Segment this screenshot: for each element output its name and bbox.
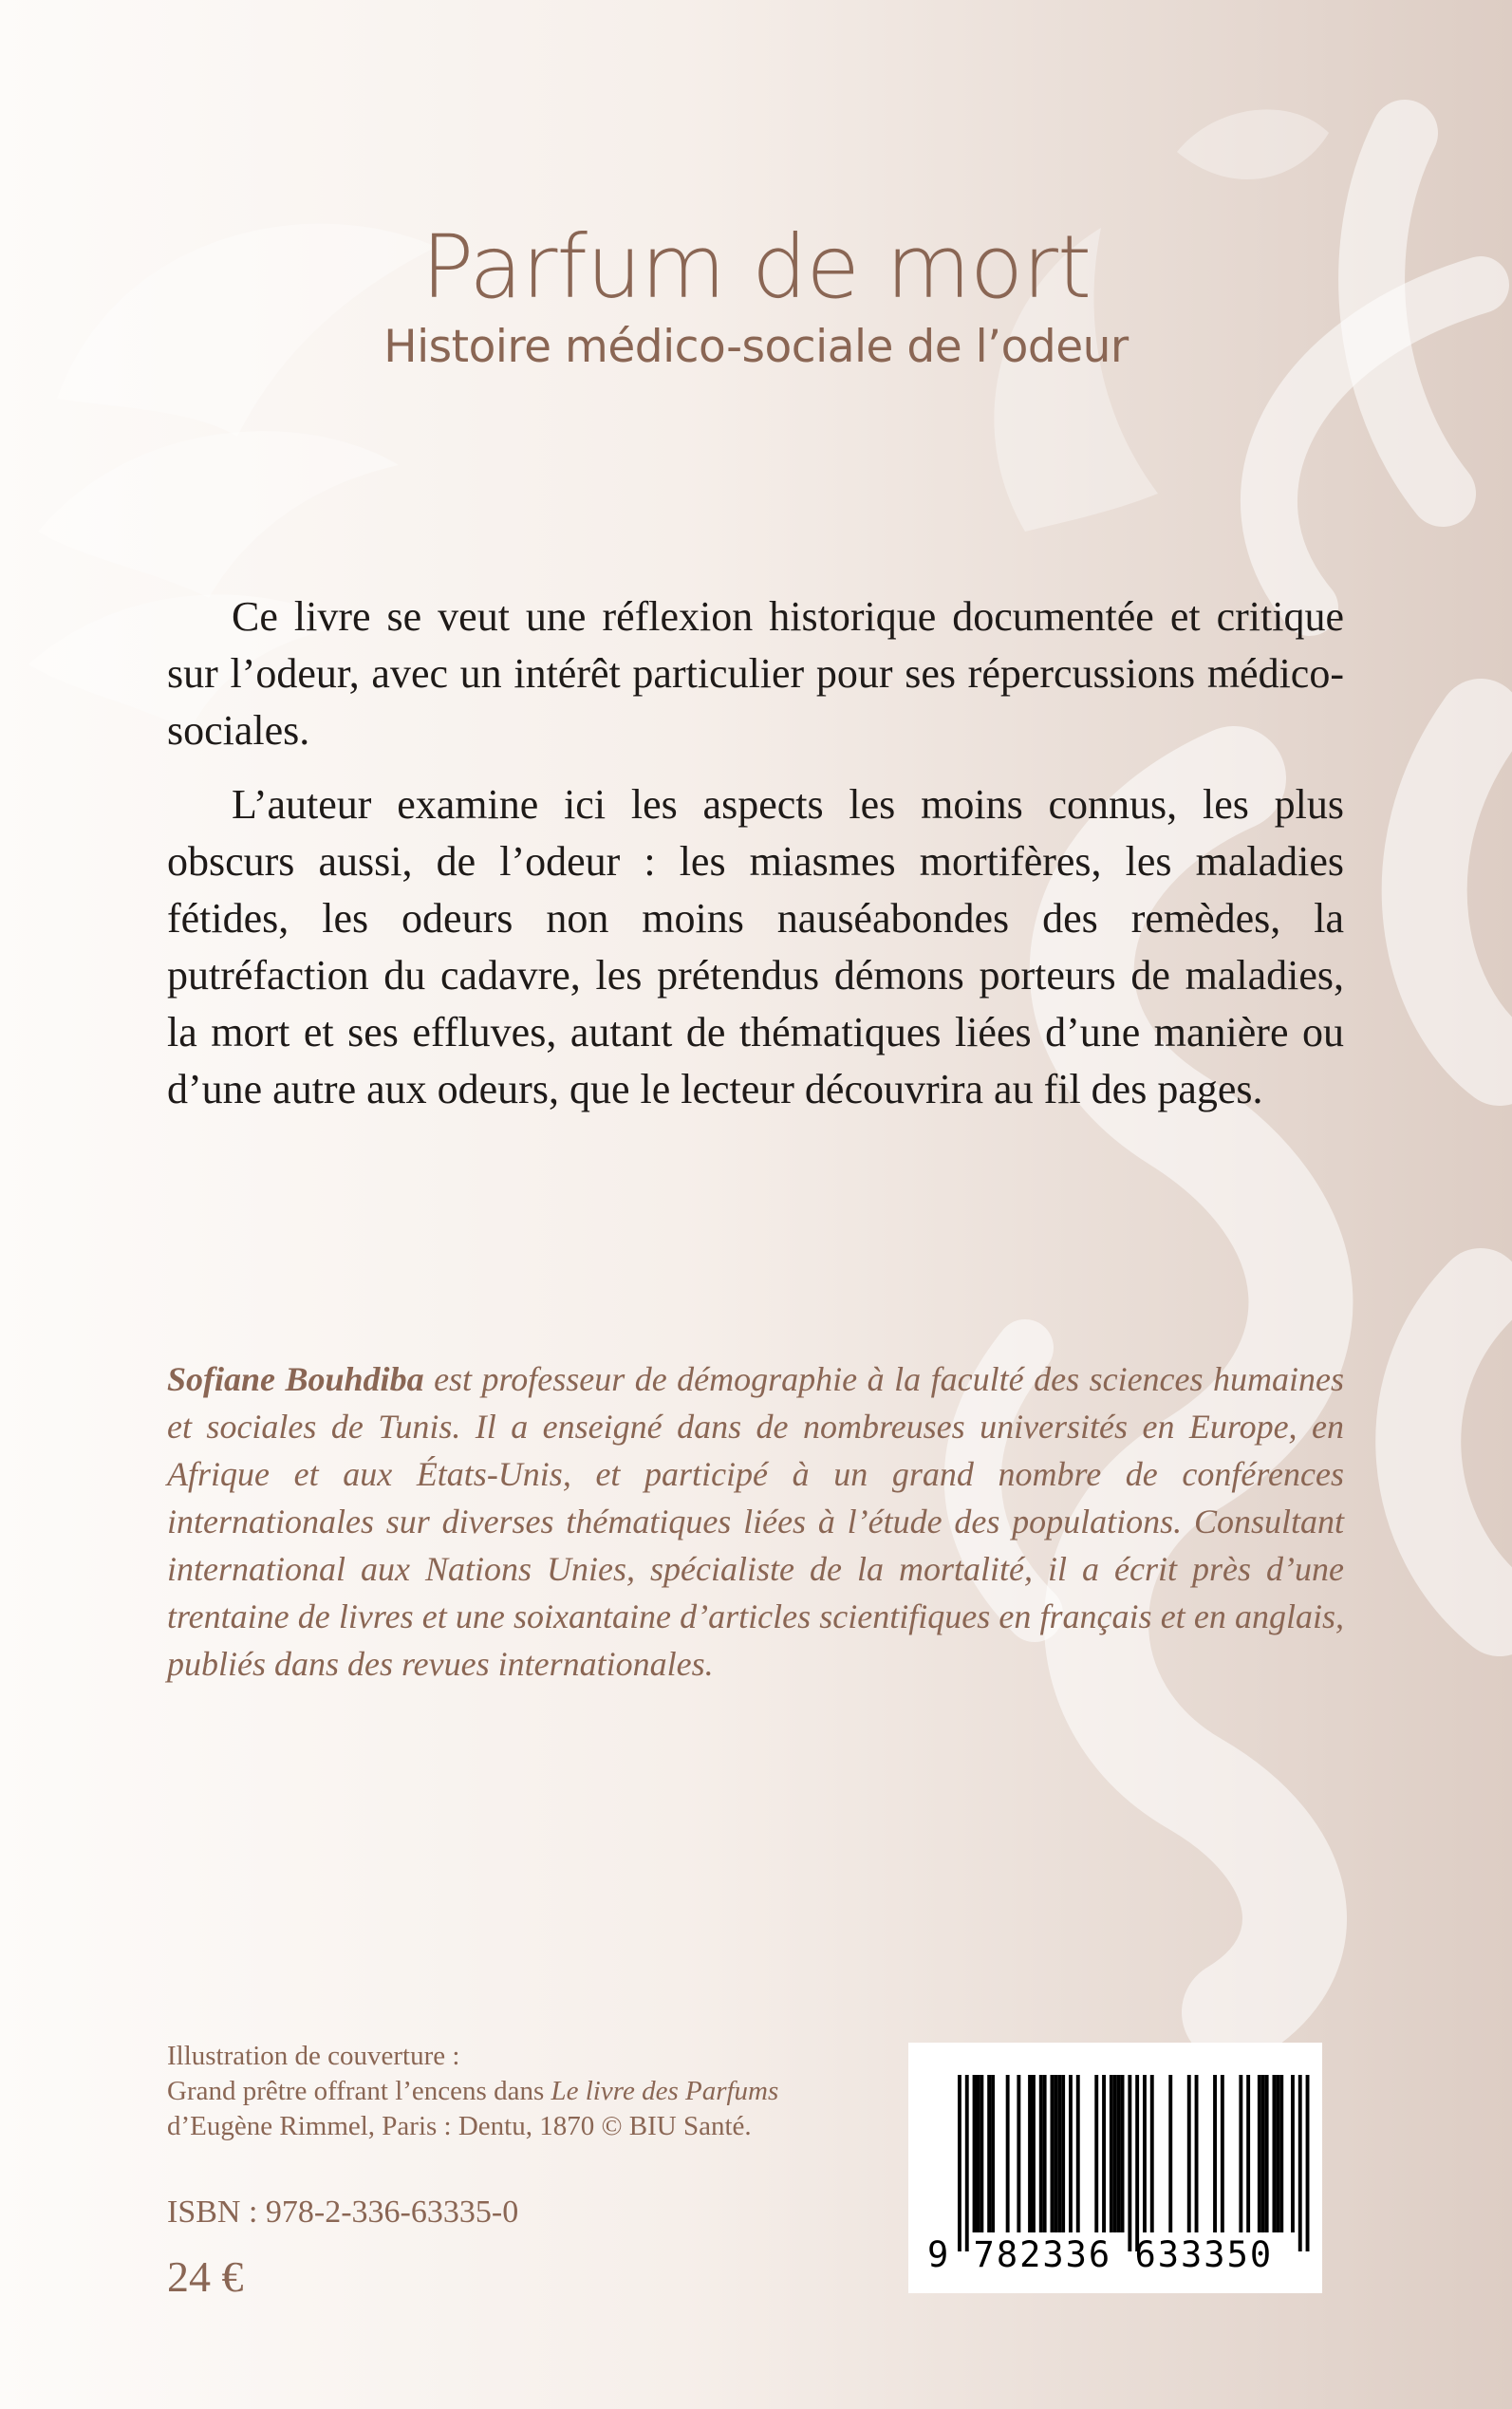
book-summary [167,588,1344,1135]
barcode-digits: 9 782336 633350 [927,2234,1274,2275]
barcode-bar [980,2075,983,2232]
barcode-bar [1117,2075,1121,2232]
barcode-bar [1051,2075,1055,2232]
barcode-bar [1057,2075,1061,2232]
summary-paragraph: L’auteur examine ici les aspects les moins connus, les plus obscurs aussi, de l’odeur : les miasmes mortifères, les maladies fétides, les odeurs non moins nauséabondes des remèdes, la putréfaction du cadavre, les prétendus démons porteurs de maladies, la mort et ses effluves, autant de thématiques liées d’une manière ou d’une autre aux odeurs, que le lecteur découvrira au fil des pages. [167,781,1344,1112]
barcode-bar [1279,2075,1283,2232]
barcode-bar [965,2075,969,2251]
barcode-bar [1006,2075,1010,2232]
book-subtitle: Histoire médico-sociale de l’odeur [383,321,1129,373]
barcode-bar [1043,2075,1047,2232]
credits-line-text: Grand prêtre offrant l’encens dans [167,2076,551,2106]
barcode-bar [1195,2075,1199,2232]
barcode-bar [1017,2075,1020,2232]
barcode-bar [1121,2075,1125,2232]
barcode-bar [1306,2075,1310,2251]
barcode-bar [1135,2075,1139,2251]
price: 24 € [167,2252,244,2301]
credits-book-title: Le livre des Parfums [551,2076,779,2106]
author-name: Sofiane Bouhdiba [167,1360,424,1398]
barcode-bar [1032,2075,1036,2232]
isbn: ISBN : 978-2-336-63335-0 [167,2194,519,2230]
barcode-bar [973,2075,977,2232]
barcode-bar [1298,2075,1302,2251]
barcode-bar [1221,2075,1224,2232]
barcode-bar [1213,2075,1217,2232]
credits-line: d’Eugène Rimmel, Paris : Dentu, 1870 © BIU Santé. [167,2111,752,2141]
barcode-bar [1102,2075,1106,2232]
cover-illustration-credits [167,2039,888,2144]
barcode-bar [1246,2075,1250,2232]
barcode-bar [1291,2075,1295,2232]
barcode-bar [1061,2075,1065,2232]
author-bio-text: est professeur de démographie à la faculté des sciences humaines et sociales de Tunis. Il a enseigné dans de nombreuses universités en Europe, en Afrique et aux États-Unis, et participé à un grand nombre de conférences internationales sur diverses thématiques liées à l’étude des populations. Consultant international aux Nations Unies, spécialiste de la mortalité, il a écrit près d’une trentaine de livres et une soixantaine d’articles scientifiques en français et en anglais, publiés dans des revues internationales. [167,1360,1344,1683]
credits-line [167,2074,888,2109]
barcode-bar [1113,2075,1117,2232]
barcode-bar [1276,2075,1279,2232]
barcode-bar [1028,2075,1032,2232]
barcode-bar [1261,2075,1265,2232]
barcode-bar [1069,2075,1073,2232]
barcode-bar [1239,2075,1242,2232]
credits-heading: Illustration de couverture : [167,2041,460,2071]
barcode-bar [958,2075,961,2251]
barcode-bar [1265,2075,1269,2232]
barcode-bar [1143,2075,1147,2232]
barcode [908,2043,1322,2293]
book-title: Parfum de mort [420,216,1092,318]
summary-paragraph: Ce livre se veut une réflexion historique documentée et critique sur l’odeur, avec un intérêt particulier pour ses répercussions médico-sociales. [167,593,1344,754]
barcode-bar [991,2075,995,2232]
barcode-bar [1258,2075,1261,2232]
barcode-bar [1187,2075,1191,2232]
barcode-bar [1110,2075,1113,2232]
barcode-bar [977,2075,980,2232]
barcode-bar [1054,2075,1057,2232]
barcode-bar [1273,2075,1277,2232]
author-bio [167,1355,1344,1688]
barcode-bar [1128,2075,1131,2251]
barcode-bar [1168,2075,1172,2232]
barcode-bar [1039,2075,1043,2232]
barcode-bar [987,2075,991,2232]
barcode-bar [1076,2075,1080,2232]
barcode-bar [1150,2075,1154,2232]
barcode-bar [1094,2075,1098,2232]
